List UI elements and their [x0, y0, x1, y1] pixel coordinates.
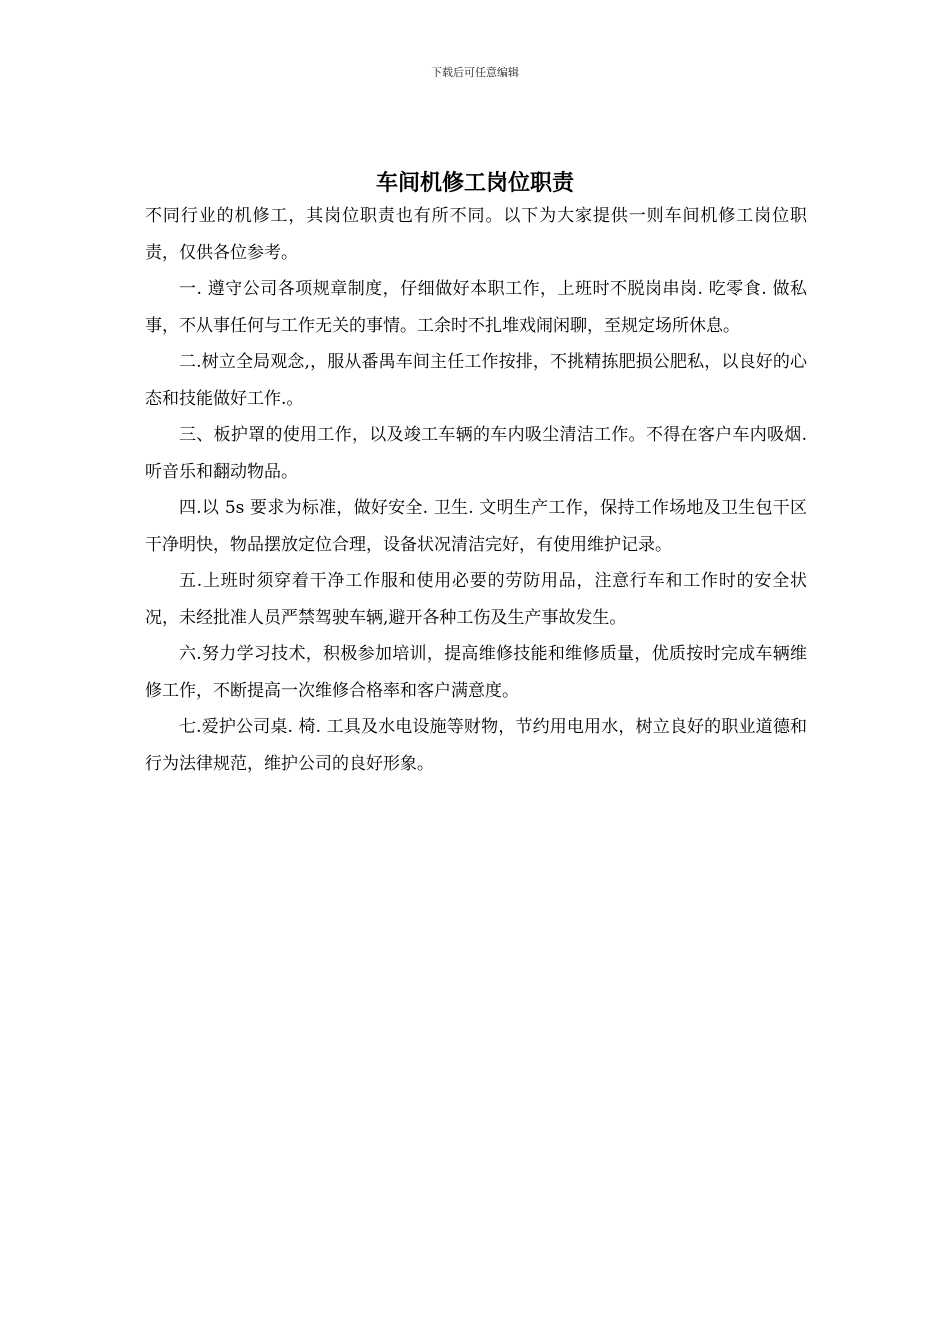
duty-paragraph-2: 二.树立全局观念,，服从番禺车间主任工作按排，不挑精拣肥损公肥私，以良好的心态和技能做好工作.。	[145, 352, 807, 409]
duty-paragraph-6: 六.努力学习技术，积极参加培训，提高维修技能和维修质量，优质按时完成车辆维修工作，不断提高一次维修合格率和客户满意度。	[145, 644, 807, 701]
document-body	[145, 198, 807, 782]
duty-paragraph-4: 四.以 5s 要求为标准，做好安全. 卫生. 文明生产工作，保持工作场地及卫生包干区干净明快，物品摆放定位合理，设备状况清洁完好，有使用维护记录。	[145, 498, 807, 555]
intro-paragraph: 不同行业的机修工，其岗位职责也有所不同。以下为大家提供一则车间机修工岗位职责，仅供各位参考。	[145, 206, 807, 263]
document-title: 车间机修工岗位职责	[375, 169, 574, 196]
duty-paragraph-3: 三、板护罩的使用工作，以及竣工车辆的车内吸尘清洁工作。不得在客户车内吸烟. 听音乐和翻动物品。	[145, 425, 807, 482]
duty-paragraph-7: 七.爱护公司桌. 椅. 工具及水电设施等财物，节约用电用水，树立良好的职业道德和行为法律规范，维护公司的良好形象。	[145, 717, 807, 774]
duty-paragraph-5: 五.上班时须穿着干净工作服和使用必要的劳防用品，注意行车和工作时的安全状况，未经批准人员严禁驾驶车辆,避开各种工伤及生产事故发生。	[145, 571, 807, 628]
duty-paragraph-1: 一. 遵守公司各项规章制度，仔细做好本职工作，上班时不脱岗串岗. 吃零食. 做私事，不从事任何与工作无关的事情。工余时不扎堆戏闹闲聊，至规定场所休息。	[145, 279, 807, 336]
page-header-note: 下载后可任意编辑	[431, 66, 519, 79]
